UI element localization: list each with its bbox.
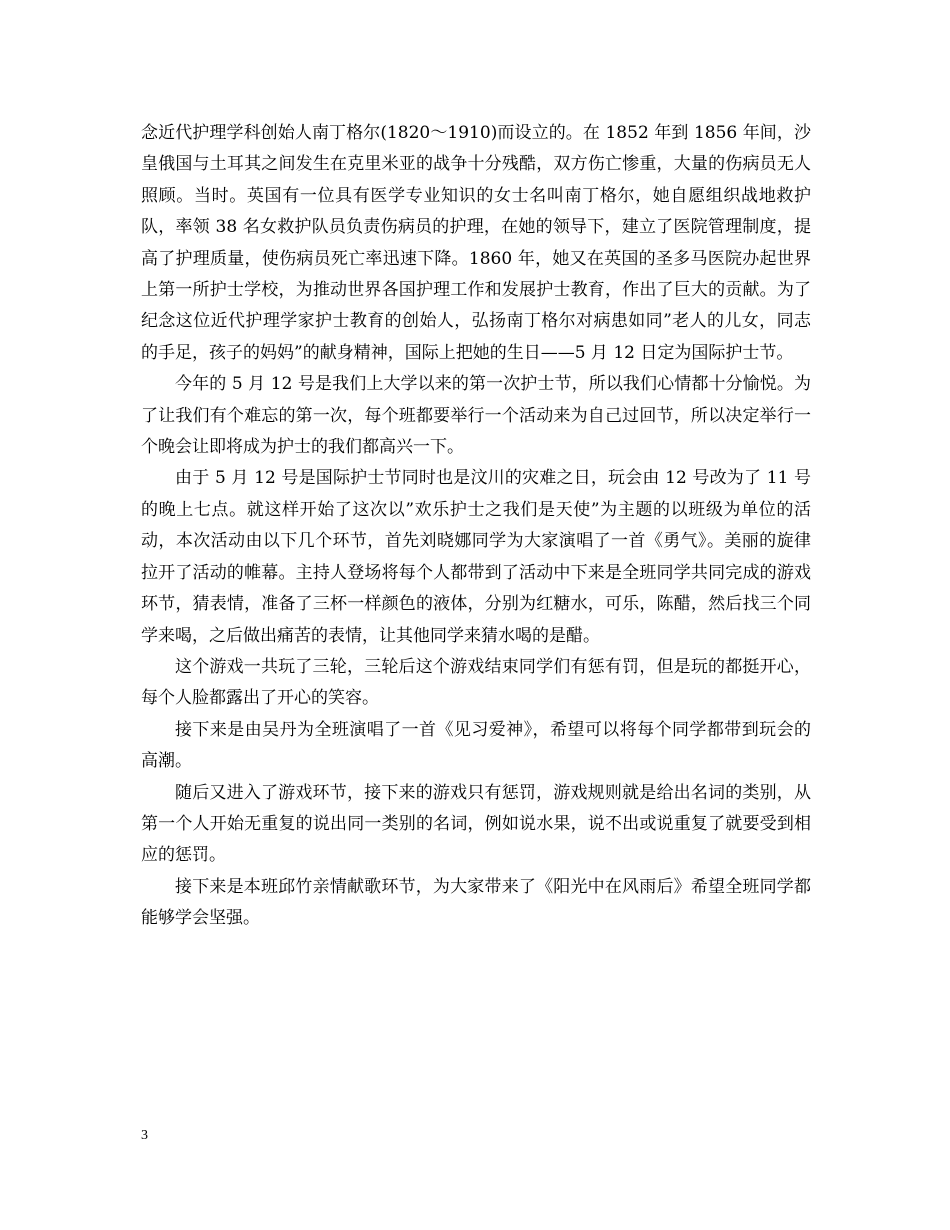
body-text	[141, 118, 811, 935]
paragraph-closing-song: 接下来是本班邱竹亲情献歌环节，为大家带来了《阳光中在风雨后》希望全班同学都能够学会坚强。	[141, 876, 811, 929]
page-number: 3	[141, 1128, 148, 1143]
paragraph-first-nurses-day: 今年的 5 月 12 号是我们上大学以来的第一次护士节，所以我们心情都十分愉悦。为了让我们有个难忘的第一次，每个班都要举行一个活动来为自己过回节，所以决定举行一个晚会让即将成为护士的我们都高兴一下。	[141, 374, 811, 458]
paragraph-word-game: 随后又进入了游戏环节，接下来的游戏只有惩罚，游戏规则就是给出名词的类别，从第一个人开始无重复的说出同一类别的名词，例如说水果，说不出或说重复了就要受到相应的惩罚。	[141, 782, 811, 866]
paragraph-event-program: 由于 5 月 12 号是国际护士节同时也是汶川的灾难之日，玩会由 12 号改为了 11 号的晚上七点。就这样开始了这次以”欢乐护士之我们是天使”为主题的以班级为单位的活动，本次活动由以下几个环节，首先刘晓娜同学为大家演唱了一首《勇气》。美丽的旋律拉开了活动的帷幕。主持人登场将每个人都带到了活动中下来是全班同学共同完成的游戏环节，猜表情，准备了三杯一样颜色的液体，分别为红糖水，可乐，陈醋，然后找三个同学来喝，之后做出痛苦的表情，让其他同学来猜水喝的是醋。	[141, 468, 811, 646]
paragraph-song-performance: 接下来是由吴丹为全班演唱了一首《见习爱神》，希望可以将每个同学都带到玩会的高潮。	[141, 719, 811, 772]
paragraph-game-rounds: 这个游戏一共玩了三轮，三轮后这个游戏结束同学们有惩有罚，但是玩的都挺开心，每个人脸都露出了开心的笑容。	[141, 656, 811, 709]
paragraph-nightingale-history: 念近代护理学科创始人南丁格尔(1820～1910)而设立的。在 1852 年到 1856 年间，沙皇俄国与土耳其之间发生在克里米亚的战争十分残酷，双方伤亡惨重，大量的伤病员无人照顾。当时。英国有一位具有医学专业知识的女士名叫南丁格尔，她自愿组织战地救护队，率领 38 名女救护队员负责伤病员的护理，在她的领导下，建立了医院管理制度，提高了护理质量，使伤病员死亡率迅速下降。1860 年，她又在英国的圣多马医院办起世界上第一所护士学校，为推动世界各国护理工作和发展护士教育，作出了巨大的贡献。为了纪念这位近代护理学家护士教育的创始人，弘扬南丁格尔对病患如同”老人的儿女，同志的手足，孩子的妈妈”的献身精神，国际上把她的生日——5 月 12 日定为国际护士节。	[141, 123, 811, 363]
